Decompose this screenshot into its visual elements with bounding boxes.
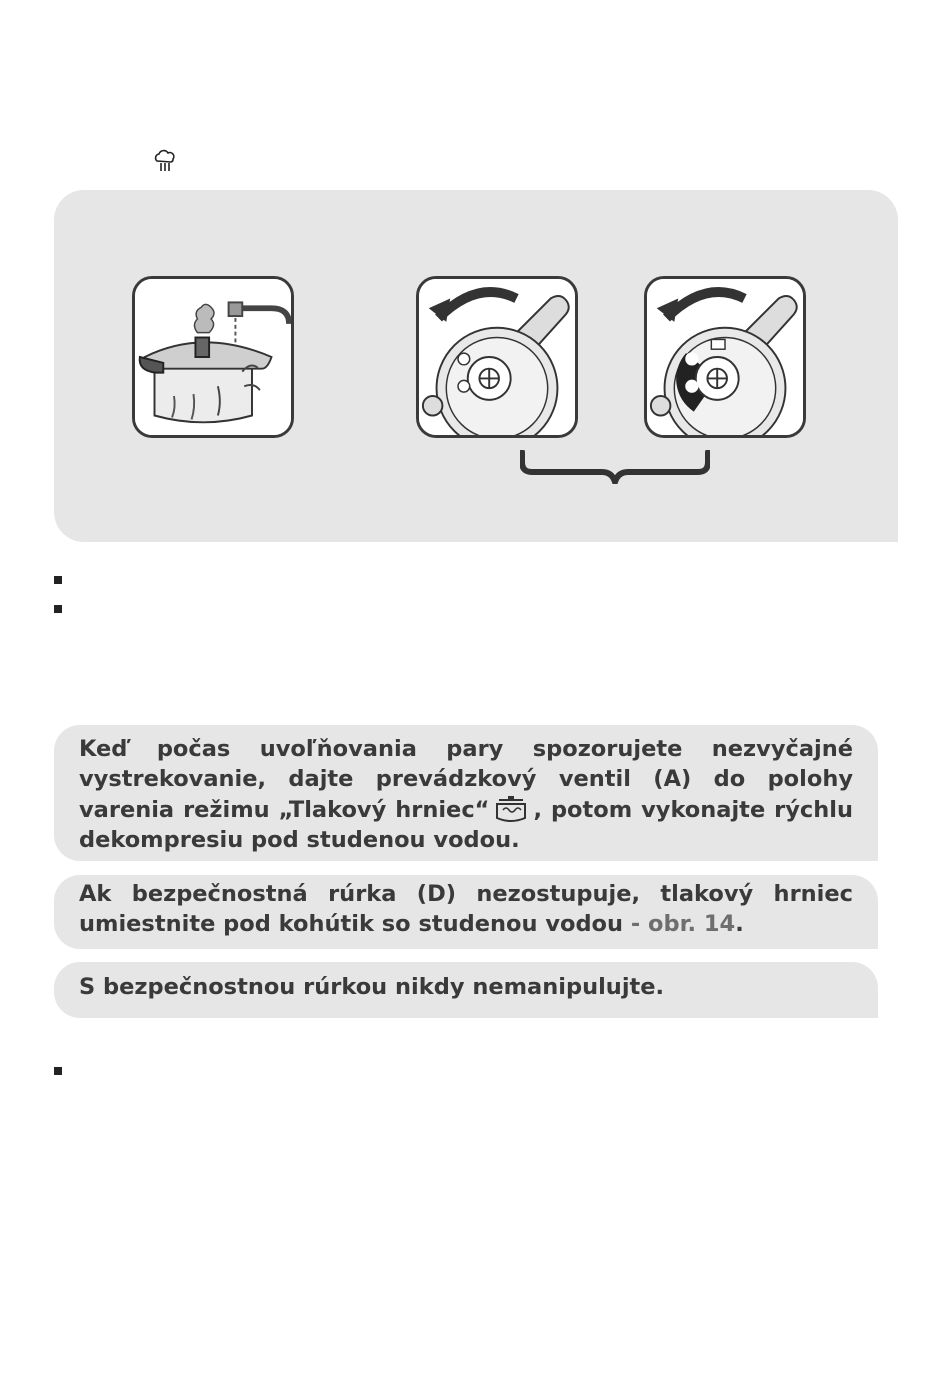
bullet-marker: [54, 1067, 62, 1075]
bullet-marker: [54, 605, 62, 613]
steam-icon: [152, 148, 178, 174]
note-text: Ak bezpečnostná rúrka (D) nezostupuje, tlakový hrniec umiestnite pod kohútik so studenou vodou - obr. 14.: [79, 881, 853, 937]
pressure-cooker-mode-icon: [491, 794, 531, 824]
valve-dial-figure-1: [416, 276, 578, 438]
valve-dial-highlighted-icon: [647, 279, 803, 435]
figure-reference: - obr. 14: [630, 911, 736, 937]
warning-note-unusual-spray: [54, 725, 878, 861]
bullet-marker: [54, 576, 62, 584]
figure-panel: [54, 190, 898, 542]
warning-note-safety-tube: [54, 875, 878, 949]
pot-under-tap-figure: [132, 276, 294, 438]
valve-dial-figure-2: [644, 276, 806, 438]
note-text: S bezpečnostnou rúrkou nikdy nemanipulujte.: [79, 974, 665, 1000]
pressure-cooker-under-cold-water-icon: [135, 279, 291, 435]
note-text: Keď počas uvoľňovania pary spozorujete nezvyčajné vystrekovanie, dajte prevádzkový ventil (A) do polohy varenia režimu „Tlakový hrniec“ , potom vykonajte rýchlu dekompresiu pod studenou vodou.: [79, 736, 853, 853]
warning-note-do-not-manipulate: [54, 962, 878, 1018]
valve-dial-icon: [419, 279, 575, 435]
curly-brace-icon: [520, 450, 710, 484]
